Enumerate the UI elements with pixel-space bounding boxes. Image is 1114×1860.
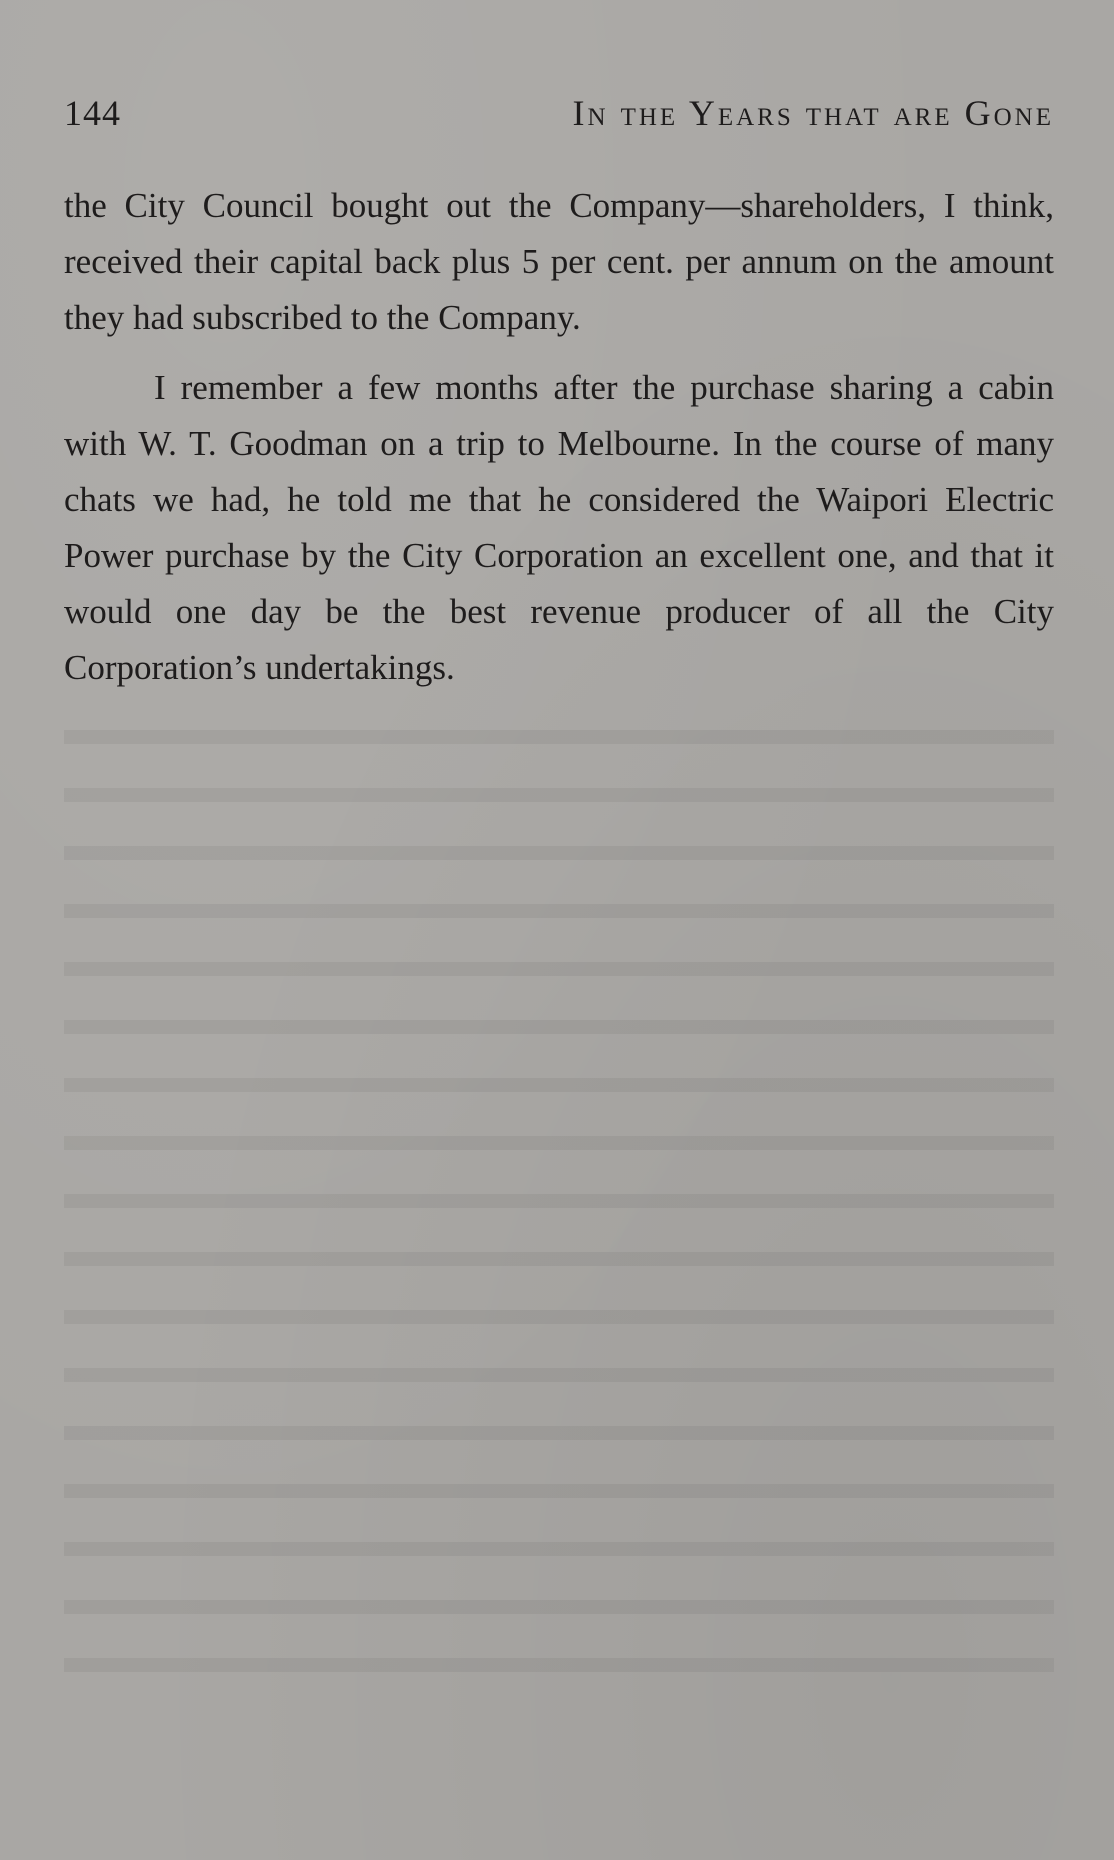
page-number: 144 bbox=[64, 93, 121, 133]
paragraph-1: the City Council bought out the Company—shareholders, I think, received their capital back plus 5 per cent. per annum on the amount they had subscribed to the Company. bbox=[64, 186, 1054, 337]
paragraph-2: I remember a few months after the purchase sharing a cabin with W. T. Goodman on a trip to Melbourne. In the course of many chats we had, he told me that he considered the Waipori Electric Power purchase by the City Corporation an excellent one, and that it would one day be the best revenue producer of all the City Corporation’s undertakings. bbox=[64, 368, 1054, 687]
running-head bbox=[64, 92, 1054, 142]
running-title: In the Years that are Gone bbox=[572, 93, 1054, 133]
show-through-text bbox=[64, 700, 1054, 1700]
body-text bbox=[64, 178, 1054, 696]
